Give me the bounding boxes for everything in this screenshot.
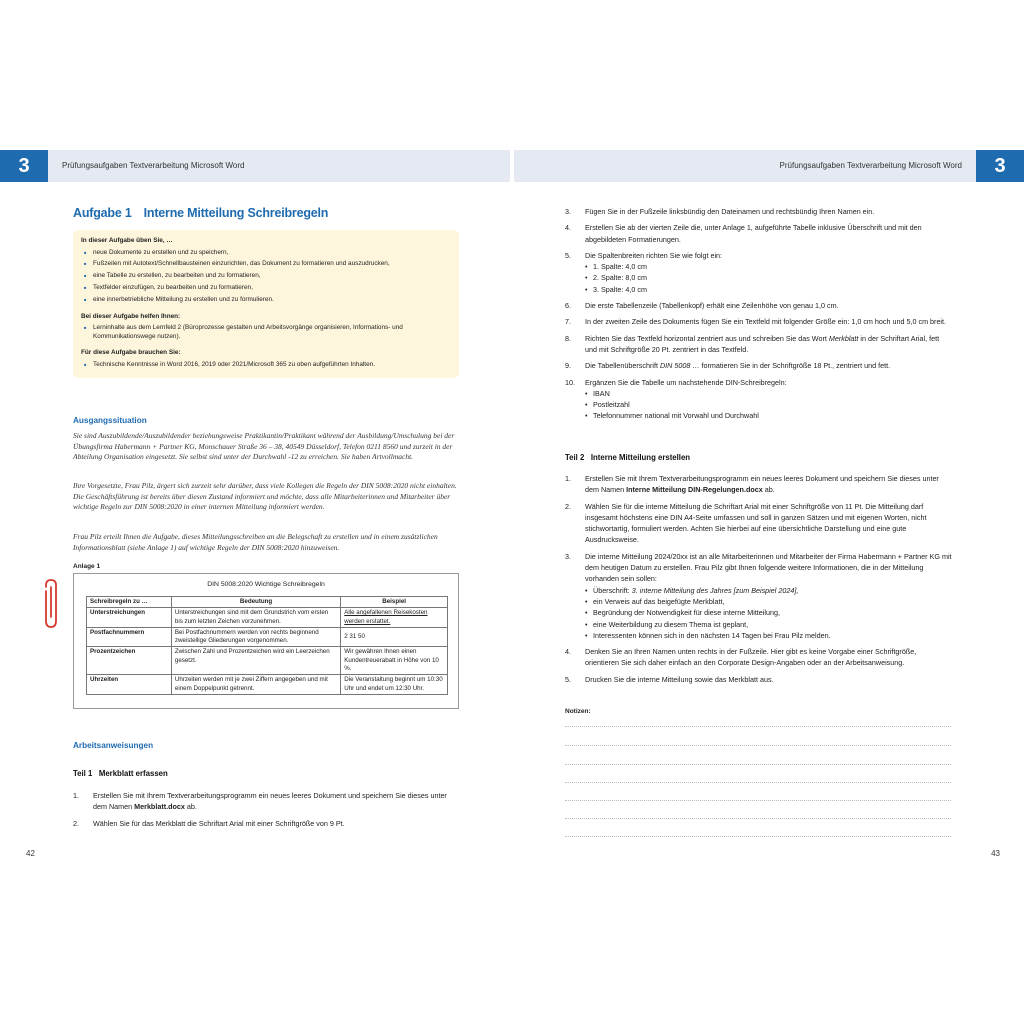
- list-item: ■ Technische Kenntnisse in Word 2016, 2019 oder 2021/Microsoft 365 zu oben aufgeführten Inhalten.: [81, 359, 451, 371]
- item-text: Drucken Sie die interne Mitteilung sowie das Merkblatt aus.: [585, 674, 774, 684]
- item-number: 4.: [565, 223, 571, 233]
- attachment-title: DIN 5008:2020 Wichtige Schreibregeln: [207, 581, 325, 588]
- infobox-heading-1: In dieser Aufgabe üben Sie, …: [81, 237, 173, 244]
- item-number: 5.: [565, 250, 571, 260]
- list-item: [565, 206, 952, 217]
- situation-paragraph-1: Sie sind Auszubildende/Auszubildender beziehungsweise Praktikantin/Praktikant während der Ausbildung/Umschulung bei der Übungsfirma Habermann + Partner KG, Monschauer Straße 36 – 38, 40549 Düsseldorf, Telefon 0211 8560 und zurzeit in der Abteilung Organisation eingesetzt. Sie selbst sind unter der Durchwahl -12 zu erreichen. Sie haben Artvollmacht.: [73, 431, 455, 462]
- item-text: Erstellen Sie mit Ihrem Textverarbeitungsprogramm ein neues leeres Dokument und speichern Sie dieses unter dem Namen: [585, 474, 939, 495]
- item-text: Die interne Mitteilung 2024/20xx ist an alle Mitarbeiterinnen und Mitarbeiter der Firma Habermann + Partner KG mit dem heutigen Datum zu erstellen. Frau Pilz gibt Ihnen folgende weitere Informationen, die in der Mitteilung vorhanden sein sollen:: [585, 551, 952, 584]
- section-heading-arbeitsanweisungen: Arbeitsanweisungen: [73, 741, 154, 750]
- note-line[interactable]: [565, 818, 951, 819]
- sub-item: • Begründung der Notwendigkeit für diese interne Mitteilung,: [585, 607, 952, 618]
- table-cell: 2 31 50: [341, 627, 448, 647]
- table-cell: Prozentzeichen: [87, 647, 172, 675]
- note-line[interactable]: [565, 782, 951, 783]
- list-item: [565, 222, 952, 245]
- item-text: Die Tabellenüberschrift: [585, 361, 660, 371]
- part-1-list-continued: [565, 206, 952, 422]
- list-item: ■ neue Dokumente zu erstellen und zu speichern,: [81, 247, 451, 259]
- item-text: Richten Sie das Textfeld horizontal zentriert aus und schreiben Sie das Wort: [585, 333, 829, 343]
- infobox-list-1: [81, 247, 451, 306]
- rules-table: [86, 596, 448, 695]
- chapter-badge-right: 3: [976, 150, 1024, 182]
- item-text: formatieren Sie in der Schriftgröße 18 Pt., zentriert und fett.: [699, 361, 891, 371]
- item-number: 10.: [565, 377, 575, 387]
- list-item: [565, 316, 952, 327]
- situation-paragraph-3: Frau Pilz erteilt Ihnen die Aufgabe, dieses Mitteilungsschreiben an die Belegschaft zu erstellen und in einem zusätzlichen Informationsblatt (siehe Anlage 1) auf wichtige Regeln der DIN 5008:2020 hinzuweisen.: [73, 532, 438, 552]
- item-text: ab.: [184, 802, 197, 812]
- item-text-italic: DIN 5008 …: [659, 361, 700, 371]
- item-number: 2.: [565, 501, 571, 511]
- infobox-list-2: [81, 323, 451, 341]
- page-number-left: 42: [26, 849, 35, 858]
- item-number: 9.: [565, 361, 571, 371]
- list-item: [565, 501, 952, 546]
- notes-label: Notizen:: [565, 708, 591, 715]
- item-text: Die Spaltenbreiten richten Sie wie folgt ein:: [585, 250, 723, 260]
- item-text: Denken Sie an Ihren Namen unten rechts in der Fußzeile. Hier gibt es keine Vorgabe einer Schriftgröße, orientieren Sie sich daher einfach an den Corporate Design-Angaben oder an der Arbeitsanweisung.: [585, 647, 917, 668]
- list-item: [565, 377, 952, 422]
- part-1-list: [73, 790, 460, 829]
- table-header-cell: Bedeutung: [171, 597, 340, 608]
- item-number: 6.: [565, 301, 571, 311]
- table-row: [87, 675, 448, 695]
- item-text: Wählen Sie für die interne Mitteilung die Schriftart Arial mit einer Schriftgröße von 11 Pt. Die Mitteilung darf insgesamt höchstens eine DIN A4-Seite umfassen und soll in ganzen Sätzen und mit eigenen Worten, nicht stichwortartig, formuliert werden. Achten Sie hierbei auf eine übersichtliche Darstellung und eine gute Ausdrucksweise.: [585, 501, 927, 545]
- table-cell: Bei Postfachnummern werden von rechts beginnend zweistellige Gliederungen vorgenommen.: [171, 627, 340, 647]
- sub-item: • 3. Spalte: 4,0 cm: [585, 284, 952, 295]
- table-row: [87, 647, 448, 675]
- part-2-heading: Teil 2 Interne Mitteilung erstellen: [565, 453, 691, 462]
- note-line[interactable]: [565, 836, 951, 837]
- list-item: ■ Fußzeilen mit Autotext/Schnellbausteinen einzurichten, das Dokument zu formatieren und auszudrucken,: [81, 258, 451, 270]
- item-text: Fügen Sie in der Fußzeile linksbündig den Dateinamen und rechtsbündig Ihren Namen ein.: [585, 207, 875, 216]
- item-number: 7.: [565, 317, 571, 327]
- task-title: [73, 206, 328, 220]
- infobox-list-3: [81, 359, 451, 371]
- table-cell: Unterstreichungen sind mit dem Grundstrich vom ersten bis zum letzten Zeichen vorzunehmen.: [171, 608, 340, 628]
- list-item: ■ Textfelder einzufügen, zu bearbeiten und zu formatieren,: [81, 282, 451, 294]
- table-header-cell: Beispiel: [341, 597, 448, 608]
- list-item: [565, 646, 952, 669]
- sub-item-text-italic: 3. interne Mitteilung des Jahres [zum Beispiel 2024],: [631, 585, 799, 595]
- item-number: 3.: [565, 551, 571, 561]
- list-item: ■ Lerninhalte aus dem Lernfeld 2 (Büroprozesse gestalten und Arbeitsvorgänge organisieren, Informations- und Kommunikationswege nutzen).: [81, 323, 451, 341]
- list-item: [565, 473, 952, 496]
- paperclip-icon: [40, 577, 60, 631]
- table-cell: Alle angefallenen Reisekosten werden erstattet.: [341, 608, 448, 628]
- file-name: Merkblatt.docx: [134, 802, 185, 812]
- running-header-right: Prüfungsaufgaben Textverarbeitung Microsoft Word: [779, 161, 962, 170]
- item-text-italic: Merkblatt: [828, 333, 859, 343]
- sub-item: • IBAN: [585, 388, 952, 399]
- item-text: Erstellen Sie ab der vierten Zeile die, unter Anlage 1, aufgeführte Tabelle inklusive Überschrift und mit den abgebildeten Formatierungen.: [585, 223, 922, 244]
- item-number: 4.: [565, 647, 571, 657]
- part-2-list: [565, 473, 952, 685]
- list-item: [565, 333, 952, 356]
- item-text: in der Schriftart Arial, fett und mit Schriftgröße 20 Pt. zentriert in das Textfeld.: [585, 333, 940, 354]
- sub-item: • Postleitzahl: [585, 399, 952, 410]
- chapter-badge-left: 3: [0, 150, 48, 182]
- table-header-cell: Schreibregeln zu …: [87, 597, 172, 608]
- table-cell: Uhrzeiten werden mit je zwei Ziffern angegeben und mit einem Doppelpunkt getrennt.: [171, 675, 340, 695]
- sub-item: • Interessenten können sich in den nächsten 14 Tagen bei Frau Pilz melden.: [585, 630, 952, 641]
- running-header-left: Prüfungsaufgaben Textverarbeitung Microsoft Word: [62, 161, 245, 170]
- table-row: [87, 608, 448, 628]
- list-item: [73, 790, 460, 813]
- list-item: [565, 250, 952, 295]
- note-line[interactable]: [565, 726, 951, 727]
- sub-item-text: Überschrift:: [593, 585, 632, 595]
- list-item: [73, 818, 460, 829]
- table-cell: Postfachnummern: [87, 627, 172, 647]
- file-name: Interne Mitteilung DIN-Regelungen.docx: [626, 485, 763, 495]
- item-text: ab.: [762, 485, 775, 495]
- page-number-right: 43: [991, 849, 1000, 858]
- infobox-heading-3: Für diese Aufgabe brauchen Sie:: [81, 348, 181, 356]
- table-cell: Unterstreichungen: [87, 608, 172, 628]
- item-number: 3.: [565, 207, 571, 216]
- list-item: [565, 674, 952, 685]
- learning-goals-box: [73, 230, 459, 378]
- sub-item: • eine Weiterbildung zu diesem Thema ist geplant,: [585, 619, 952, 630]
- section-heading-ausgangssituation: Ausgangssituation: [73, 416, 147, 425]
- table-row: [87, 627, 448, 647]
- table-cell: Wir gewähren Ihnen einen Kundentreuerabatt in Höhe von 10 %.: [341, 647, 448, 675]
- sub-item: • 2. Spalte: 8,0 cm: [585, 272, 952, 283]
- table-cell: Die Veranstaltung beginnt um 10:30 Uhr und endet um 12:30 Uhr.: [341, 675, 448, 695]
- item-text: In der zweiten Zeile des Dokuments fügen Sie ein Textfeld mit folgender Größe ein: 1,0 cm hoch und 5,0 cm breit.: [585, 317, 947, 327]
- situation-paragraph-2: Ihre Vorgesetzte, Frau Pilz, ärgert sich zurzeit sehr darüber, dass viele Kollegen die Regeln der DIN 5008:2020 nicht einhalten. Die Geschäftsführung ist bereits über diesen Zustand informiert und möchte, dass alle Mitarbeiterinnen und Mitarbeiter über wichtige Regeln zur DIN 5008:2020 in einer internen Mitteilung informiert werden.: [73, 481, 457, 512]
- sub-item: • ein Verweis auf das beigefügte Merkblatt,: [585, 596, 952, 607]
- item-text: Die erste Tabellenzeile (Tabellenkopf) erhält eine Zeilenhöhe von genau 1,0 cm.: [585, 301, 839, 311]
- list-item: ■ eine innerbetriebliche Mitteilung zu erstellen und zu formulieren.: [81, 294, 451, 306]
- table-cell: Zwischen Zahl und Prozentzeichen wird ein Leerzeichen gesetzt.: [171, 647, 340, 675]
- task-number: Aufgabe 1: [73, 206, 132, 220]
- part-1-heading: Teil 1 Merkblatt erfassen: [73, 769, 168, 778]
- list-item: [565, 360, 952, 371]
- sub-item: • 1. Spalte: 4,0 cm: [585, 261, 952, 272]
- table-cell: Uhrzeiten: [87, 675, 172, 695]
- item-number: 1.: [73, 791, 79, 800]
- attachment-document: [73, 573, 459, 709]
- item-text: Erstellen Sie mit Ihrem Textverarbeitungsprogramm ein neues leeres Dokument und speichern Sie dieses unter dem Namen: [93, 791, 447, 812]
- item-text: Ergänzen Sie die Tabelle um nachstehende DIN-Schreibregeln:: [585, 377, 787, 387]
- list-item: [565, 300, 952, 311]
- attachment-label: Anlage 1: [73, 563, 101, 570]
- note-line[interactable]: [565, 800, 951, 801]
- list-item: [565, 551, 952, 641]
- sub-item: • Telefonnummer national mit Vorwahl und Durchwahl: [585, 410, 952, 421]
- table-header-row: [87, 597, 448, 608]
- item-text: Wählen Sie für das Merkblatt die Schriftart Arial mit einer Schriftgröße von 9 Pt.: [93, 818, 345, 828]
- note-line[interactable]: [565, 764, 951, 765]
- list-item: ■ eine Tabelle zu erstellen, zu bearbeiten und zu formatieren,: [81, 270, 451, 282]
- sub-item: [585, 585, 952, 596]
- item-number: 8.: [565, 333, 571, 343]
- item-number: 1.: [565, 474, 571, 483]
- note-line[interactable]: [565, 745, 951, 746]
- item-number: 5.: [565, 674, 571, 684]
- item-number: 2.: [73, 818, 79, 828]
- task-title-text: Interne Mitteilung Schreibregeln: [143, 206, 329, 220]
- infobox-heading-2: Bei dieser Aufgabe helfen Ihnen:: [81, 313, 181, 321]
